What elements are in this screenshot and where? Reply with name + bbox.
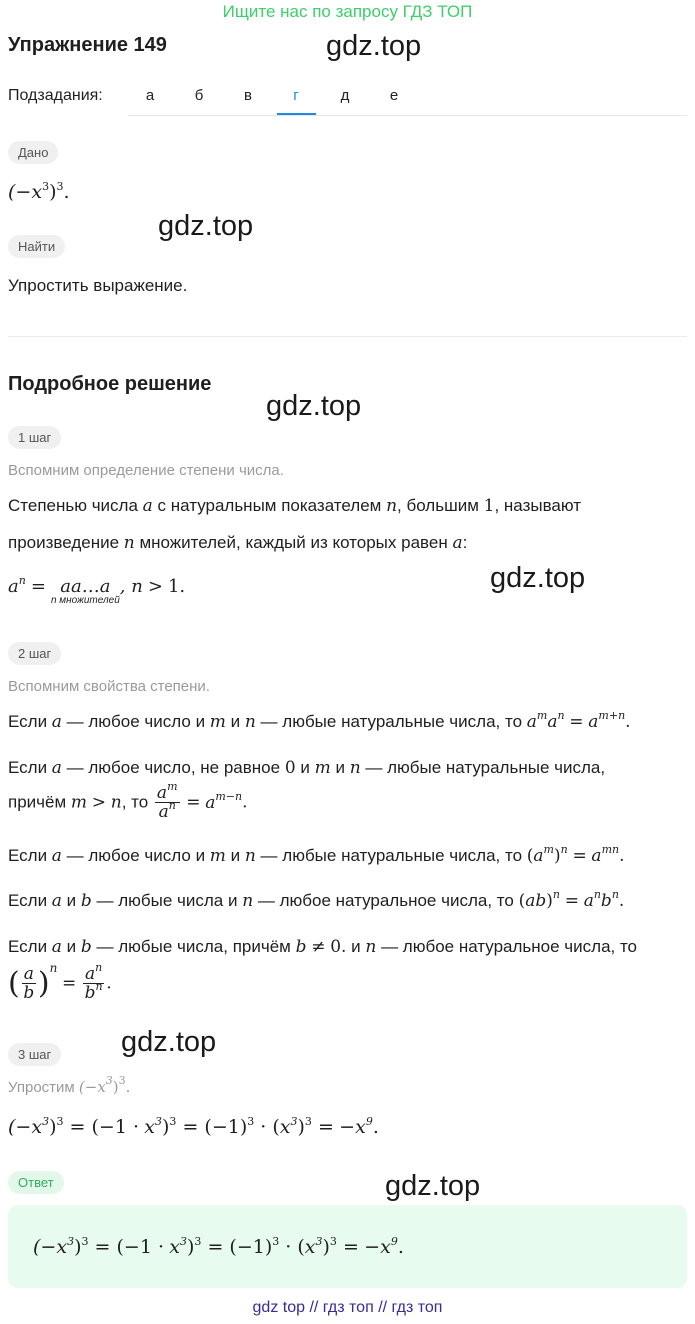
property-5-line1: Если a и b — любые числа, причём b ≠ 0. и n — любое натуральное числа, то: [8, 937, 638, 957]
tab-v[interactable]: в: [244, 87, 252, 104]
watermark: gdz.top: [266, 390, 362, 422]
property-2-line1: Если a — любое число, не равное 0 и m и n — любые натуральные числа,: [8, 758, 606, 778]
given-badge: Дано: [8, 141, 58, 164]
section-divider: [8, 336, 687, 337]
fraction: $\frac{a^n}{b^n}$: [84, 961, 103, 1004]
active-tab-indicator: [277, 113, 316, 115]
step1-badge-wrap: [8, 426, 61, 449]
find-text: Упростить выражение.: [8, 276, 188, 295]
fraction: $\frac{a^m}{a^n}$: [156, 780, 178, 822]
footer-links[interactable]: gdz top // гдз топ // гдз топ: [252, 1299, 443, 1316]
watermark: gdz.top: [326, 30, 422, 62]
given-expression: $(-x^3)^3$.: [8, 180, 70, 203]
step2-badge: 2 шаг: [8, 642, 61, 665]
watermark: gdz.top: [158, 210, 254, 242]
watermark: gdz.top: [121, 1026, 217, 1058]
step1-line1: Степенью числа a с натуральным показателем n, большим 1, называют: [8, 496, 582, 516]
tab-g[interactable]: г: [293, 87, 299, 104]
given-badge-wrap: [8, 141, 58, 164]
property-2-line2: причём m > n, то $\frac{a^m}{a^n}$ = $a^{m-n}$.: [8, 780, 248, 822]
find-badge-wrap: [8, 235, 65, 258]
tab-d[interactable]: д: [340, 87, 350, 104]
step3-hint: Упростим $(-x^3)^3$.: [8, 1074, 131, 1096]
answer-expression: $(-x^3)^3 = (-1 \cdot x^3)^3 = (-1)^3 \cdot (x^3)^3 = -x^9$.: [33, 1235, 404, 1258]
answer-badge-wrap: [8, 1171, 64, 1194]
step1-line2: произведение n множителей, каждый из которых равен a:: [8, 533, 468, 553]
step3-badge-wrap: [8, 1043, 61, 1066]
property-3: Если a — любое число и m и n — любые натуральные числа, то $(a^m)^n = a^{mn}$.: [8, 843, 625, 866]
step3-badge: 3 шаг: [8, 1043, 61, 1066]
property-1: Если a — любое число и m и n — любые натуральные числа, то $a^ma^n = a^{m+n}$.: [8, 709, 631, 732]
tab-e[interactable]: е: [389, 87, 399, 104]
underbrace: aa…a n множителей: [50, 576, 120, 606]
tab-b[interactable]: б: [194, 87, 204, 104]
answer-badge: Ответ: [8, 1171, 64, 1194]
step1-badge: 1 шаг: [8, 426, 61, 449]
page-title: Упражнение 149: [8, 34, 167, 56]
find-badge: Найти: [8, 235, 65, 258]
step1-hint: Вспомним определение степени числа.: [8, 462, 284, 479]
property-4: Если a и b — любые числа и n — любое натуральное числа, то $(ab)^n = a^nb^n$.: [8, 888, 625, 911]
step1-formula: $a^n$ = aa…a n множителей , n > 1.: [8, 574, 186, 606]
top-banner[interactable]: Ищите нас по запросу ГДЗ ТОП: [222, 2, 473, 21]
solution-heading: Подробное решение: [8, 373, 212, 395]
tabs-divider: [128, 115, 687, 116]
fraction: $\frac{a}{b}$: [23, 964, 35, 1004]
step3-calculation: $(-x^3)^3 = (-1 \cdot x^3)^3 = (-1)^3 \cdot (x^3)^3 = -x^9$.: [8, 1115, 379, 1138]
property-5-line2: ( $\frac{a}{b}$ )$^n$ = $\frac{a^n}{b^n}$ .: [8, 961, 112, 1004]
step2-badge-wrap: [8, 642, 61, 665]
tab-a[interactable]: а: [145, 87, 155, 104]
watermark: gdz.top: [490, 562, 586, 594]
watermark: gdz.top: [385, 1170, 481, 1202]
step2-hint: Вспомним свойства степени.: [8, 678, 210, 695]
subtasks-label: Подзадания:: [8, 87, 103, 104]
